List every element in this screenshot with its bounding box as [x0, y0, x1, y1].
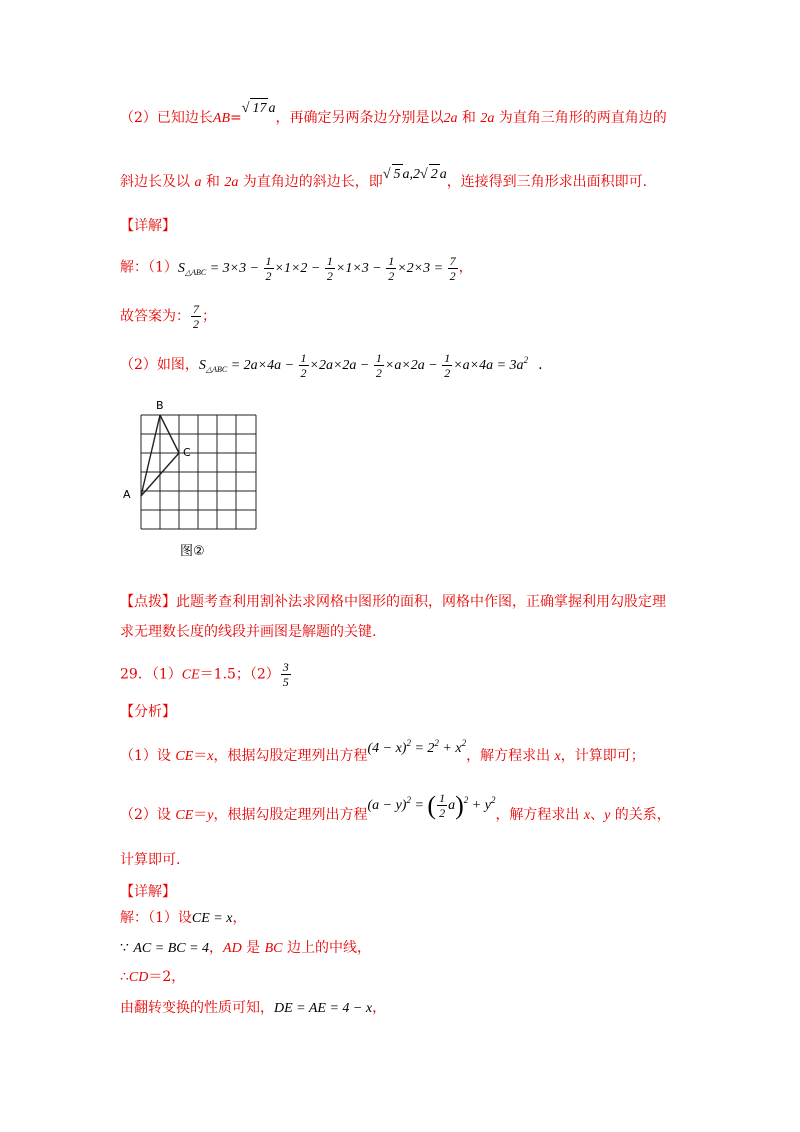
a2-suffix-a: ，解方程求出 [495, 807, 584, 823]
a2-equation [367, 790, 496, 821]
sqrt17-expr: √ 17 a [242, 101, 276, 116]
f1-num: 1 [265, 254, 272, 268]
a2-prefix: （2）设 [120, 807, 176, 823]
label-a: A [123, 488, 131, 501]
a1-x: x [207, 749, 214, 764]
s-label-2: S [198, 358, 206, 373]
a2-sup2: 2 [463, 795, 469, 805]
f3-num: 1 [388, 254, 395, 268]
a1-ce: CE [175, 749, 194, 764]
detail-calc-2 [120, 350, 543, 380]
analysis-heading: 【分析】 [120, 704, 176, 720]
a2-ce: CE [175, 808, 194, 823]
frac-2 [325, 254, 335, 283]
q29-f-den: 5 [282, 675, 289, 689]
g-frac-3 [442, 351, 452, 380]
a2-eqn-d: + y [468, 798, 491, 813]
d2-bc: BC [264, 941, 283, 956]
detail-line-3 [120, 967, 185, 988]
a2-sup3: 2 [490, 795, 496, 805]
a2-rparen: ) [455, 790, 464, 820]
detail-line-2 [120, 938, 371, 959]
comment-line-2: 求无理数长度的线段并画图是解题的关键. [120, 624, 377, 640]
sqrt-end: a [439, 167, 447, 182]
q29-f-num: 3 [282, 660, 289, 674]
a1-mid: ，根据勾股定理列出方程 [213, 748, 368, 764]
d1-prefix: 解：（1）设 [120, 910, 192, 926]
hint-end: 为直角三角形的两直角边的 [494, 110, 667, 126]
a2-eqn-c: a [448, 798, 456, 813]
a2-sup1: 2 [406, 795, 411, 805]
sol-prefix: 解：（1） [120, 259, 178, 276]
expr-b: ×1×2 − [274, 260, 324, 276]
detail-line-4 [120, 998, 386, 1019]
q29-frac [281, 660, 291, 689]
answer-prefix: 故答案为： [120, 308, 190, 325]
a1-eq: ＝ [193, 748, 208, 764]
a1-sup1: 2 [406, 738, 411, 748]
q29-number: 29．（1） [120, 666, 182, 683]
a-var-2: a [194, 175, 202, 190]
expr-c: ×1×3 − [335, 260, 386, 276]
g2-num: 1 [375, 351, 382, 366]
a2-x: x [583, 808, 591, 823]
s-sub: △ABC [184, 267, 207, 277]
a1-sup2: 2 [434, 738, 439, 748]
d2-expr: AC = BC = 4 [133, 941, 210, 956]
res-den: 2 [449, 269, 456, 283]
expr-a: = 3×3 − [206, 260, 263, 276]
g1-den: 2 [300, 366, 307, 381]
g1-num: 1 [300, 351, 307, 366]
detail-heading-2: 【详解】 [120, 884, 176, 900]
s-sub-2: △ABC [205, 365, 228, 374]
a1-xs: x [554, 749, 561, 764]
part2-prefix: （2）如图， [120, 357, 199, 373]
d1-end: ， [232, 910, 247, 926]
a1-prefix: （1）设 [120, 748, 176, 764]
frac-1 [264, 254, 274, 283]
ans-den: 2 [193, 317, 199, 331]
expr-end: ， [458, 259, 473, 276]
a1-equation [367, 738, 467, 756]
p2-sup: 2 [523, 355, 529, 365]
a1-eqn-a: (4 − x) [367, 741, 407, 756]
f3-den: 2 [388, 269, 395, 283]
and-1: 和 [457, 110, 481, 126]
hint-line-1 [120, 101, 667, 129]
d2-ad: AD [223, 941, 242, 956]
sqrt-mid: a,2 [402, 167, 420, 182]
d2-end: 边上的中线， [282, 940, 371, 956]
d4-end: ， [372, 1000, 387, 1016]
a2-lparen: ( [427, 790, 437, 820]
g2-den: 2 [375, 366, 382, 381]
a2-h-num: 1 [439, 791, 446, 806]
g-frac-2 [374, 351, 384, 380]
two-a-2: 2a [480, 111, 495, 126]
hint2-prefix: 斜边长及以 [120, 174, 195, 190]
ans-num: 7 [193, 302, 199, 316]
sqrt-expr: √ 5 a,2√ 2 a [383, 167, 447, 182]
two-a-3: 2a [224, 175, 239, 190]
a2-ys: y [604, 808, 611, 823]
detail-line-1 [120, 908, 246, 929]
a2-eqn-b: = [410, 798, 428, 813]
f1-den: 2 [265, 269, 272, 283]
g3-den: 2 [444, 366, 451, 381]
a2-eq: ＝ [193, 807, 208, 823]
hint-mid: ，再确定另两条边分别是以 [275, 110, 444, 126]
area-expr [177, 254, 459, 283]
grid-figure [120, 395, 270, 565]
q29-answer [120, 660, 292, 689]
g3-num: 1 [444, 351, 451, 366]
grid-lines [141, 415, 256, 529]
p2-expr-c: ×a×2a − [384, 358, 442, 373]
a1-eqn-b: = 2 [410, 741, 435, 756]
ab-label: AB [212, 111, 231, 126]
hint2-suffix: ，连接得到三角形求出面积即可. [446, 174, 648, 190]
comment-line-1: 【点拨】此题考查利用割补法求网格中图形的面积，网格中作图，正确掌握利用勾股定理 [120, 594, 666, 610]
a2-half [437, 791, 447, 820]
figure-caption: 图② [180, 544, 205, 559]
a1-sup3: 2 [461, 738, 467, 748]
s-label: S [177, 260, 185, 276]
p2-expr-b: ×2a×2a − [309, 358, 373, 373]
label-b: B [156, 399, 164, 412]
sqrt2: 2 [429, 164, 440, 185]
analysis-line-2 [120, 790, 671, 830]
area-expr-2 [198, 351, 529, 381]
because-symbol: ∵ [120, 940, 134, 956]
detail-calc-1 [120, 254, 473, 283]
p2-expr-d: ×a×4a = 3a [453, 358, 524, 373]
label-c: C [183, 446, 191, 459]
d2-mid: ， [209, 940, 224, 956]
analysis-line-1 [120, 738, 645, 767]
a1-eqn-c: + x [438, 741, 462, 756]
a2-h-den: 2 [439, 806, 446, 821]
f2-den: 2 [326, 269, 333, 283]
equals: = [230, 110, 242, 126]
d3-cd: CD [128, 970, 149, 985]
q29-value1: ＝1.5；（2） [199, 666, 280, 683]
p2-end: . [538, 357, 543, 373]
frac-3 [386, 254, 396, 283]
a2-eqn-a: (a − y) [367, 798, 407, 813]
therefore-symbol: ∴ [120, 969, 129, 985]
d4-prefix: 由翻转变换的性质可知， [120, 1000, 274, 1016]
and-2: 和 [201, 174, 225, 190]
a2-suffix-b: 的关系， [610, 807, 671, 823]
a2-sep: 、 [590, 807, 605, 823]
a2-y: y [207, 808, 214, 823]
hint2-mid: 为直角边的斜边长，即 [238, 174, 383, 190]
two-a-1: 2a [443, 111, 458, 126]
a1-suffix-a: ，解方程求出 [466, 748, 555, 764]
frac-result [448, 254, 458, 283]
answer-end: ； [202, 308, 216, 325]
f2-num: 1 [326, 254, 333, 268]
sqrt17: 17 [250, 98, 268, 119]
analysis-line-3: 计算即可. [120, 852, 181, 868]
a2-mid: ，根据勾股定理列出方程 [213, 807, 368, 823]
a-var: a [268, 101, 276, 116]
q29-ce: CE [181, 667, 200, 683]
g-frac-1 [299, 351, 309, 380]
d3-end: ＝2， [148, 969, 186, 985]
d4-expr: DE = AE = 4 − x [274, 1001, 373, 1016]
hint-line-2 [120, 167, 648, 193]
answer-line [120, 302, 216, 331]
d1-expr: CE = x [191, 911, 233, 926]
p2-expr-a: = 2a×4a − [227, 358, 298, 373]
expr-d: ×2×3 = [397, 260, 447, 276]
answer-frac [191, 302, 201, 331]
sqrt5: 5 [392, 164, 403, 185]
a1-suffix-b: ，计算即可； [560, 748, 645, 764]
res-num: 7 [449, 254, 456, 268]
detail-heading-1: 【详解】 [120, 218, 176, 234]
hint-prefix: （2）已知边长 [120, 110, 213, 126]
d2-text: 是 [241, 940, 265, 956]
